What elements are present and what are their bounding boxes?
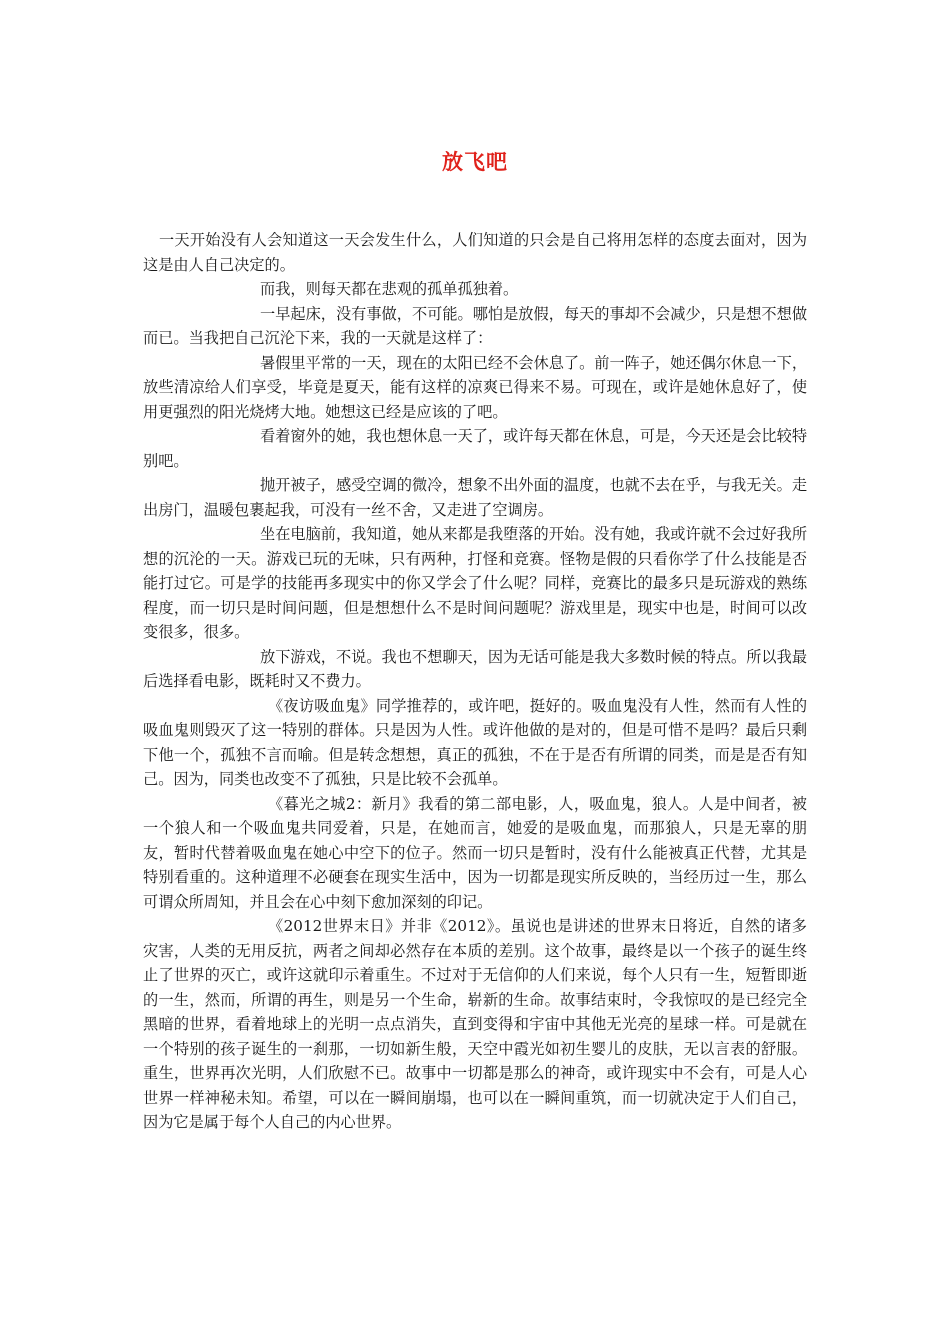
document-title: 放飞吧 [442, 150, 508, 174]
paragraph: 坐在电脑前，我知道，她从来都是我堕落的开始。没有她，我或许就不会过好我所想的沉沦的一天。游戏已玩的无味，只有两种，打怪和竞赛。怪物是假的只看你学了什么技能是否能打过它。可是学的技能再多现实中的你又学会了什么呢？同样，竞赛比的最多只是玩游戏的熟练程度，而一切只是时间问题，但是想想什么不是时间问题呢？游戏里是，现实中也是，时间可以改变很多，很多。 [143, 525, 807, 641]
paragraph: 抛开被子，感受空调的微冷，想象不出外面的温度，也就不去在乎，与我无关。走出房门，温暖包裹起我，可没有一丝不舍，又走进了空调房。 [143, 476, 807, 519]
paragraph: 一早起床，没有事做，不可能。哪怕是放假，每天的事却不会减少，只是想不想做而已。当我把自己沉沦下来，我的一天就是这样了： [143, 304, 807, 347]
paragraph: 一天开始没有人会知道这一天会发生什么，人们知道的只会是自己将用怎样的态度去面对，因为这是由人自己决定的。 [143, 231, 807, 274]
paragraph: 放下游戏，不说。我也不想聊天，因为无话可能是我大多数时候的特点。所以我最后选择看电影，既耗时又不费力。 [143, 647, 807, 690]
paragraph: 《暮光之城2：新月》我看的第二部电影，人，吸血鬼，狼人。人是中间者，被一个狼人和一个吸血鬼共同爱着，只是，在她而言，她爱的是吸血鬼，而那狼人，只是无辜的朋友，暂时代替着吸血鬼在她心中空下的位子。然而一切只是暂时，没有什么能被真正代替，尤其是特别看重的。这种道理不必硬套在现实生活中，因为一切都是现实所反映的，当经历过一生，那么可谓众所周知，并且会在心中刻下愈加深刻的印记。 [143, 794, 807, 911]
paragraph: 《2012世界末日》并非《2012》。虽说也是讲述的世界末日将近，自然的诸多灾害，人类的无用反抗，两者之间却必然存在本质的差别。这个故事，最终是以一个孩子的诞生终止了世界的灭亡，或许这就印示着重生。不过对于无信仰的人们来说，每个人只有一生，短暂即逝的一生，然而，所谓的再生，则是另一个生命，崭新的生命。故事结束时，令我惊叹的是已经完全黑暗的世界，看着地球上的光明一点点消失，直到变得和宇宙中其他无光亮的星球一样。可是就在一个特别的孩子诞生的一刹那，一切如新生般，天空中霞光如初生婴儿的皮肤，无以言表的舒服。重生，世界再次光明，人们欣慰不已。故事中一切都是那么的神奇，或许现实中不会有，可是人心世界一样神秘未知。希望，可以在一瞬间崩塌，也可以在一瞬间重筑，而一切就决定于人们自己，因为它是属于每个人自己的内心世界。 [143, 917, 807, 1131]
paragraph: 看着窗外的她，我也想休息一天了，或许每天都在休息，可是，今天还是会比较特别吧。 [143, 427, 807, 470]
paragraph: 而我，则每天都在悲观的孤单孤独着。 [260, 280, 519, 298]
document-body [143, 228, 807, 1135]
paragraph: 《夜访吸血鬼》同学推荐的，或许吧，挺好的。吸血鬼没有人性，然而有人性的吸血鬼则毁灭了这一特别的群体。只是因为人性。或许他做的是对的，但是可惜不是吗？最后只剩下他一个，孤独不言而喻。但是转念想想，真正的孤独，不在于是否有所谓的同类，而是是否有知己。因为，同类也改变不了孤独，只是比较不会孤单。 [143, 696, 807, 788]
paragraph: 暑假里平常的一天，现在的太阳已经不会休息了。前一阵子，她还偶尔休息一下，放些清凉给人们享受，毕竟是夏天，能有这样的凉爽已得来不易。可现在，或许是她休息好了，使用更强烈的阳光烧烤大地。她想这已经是应该的了吧。 [143, 353, 807, 421]
